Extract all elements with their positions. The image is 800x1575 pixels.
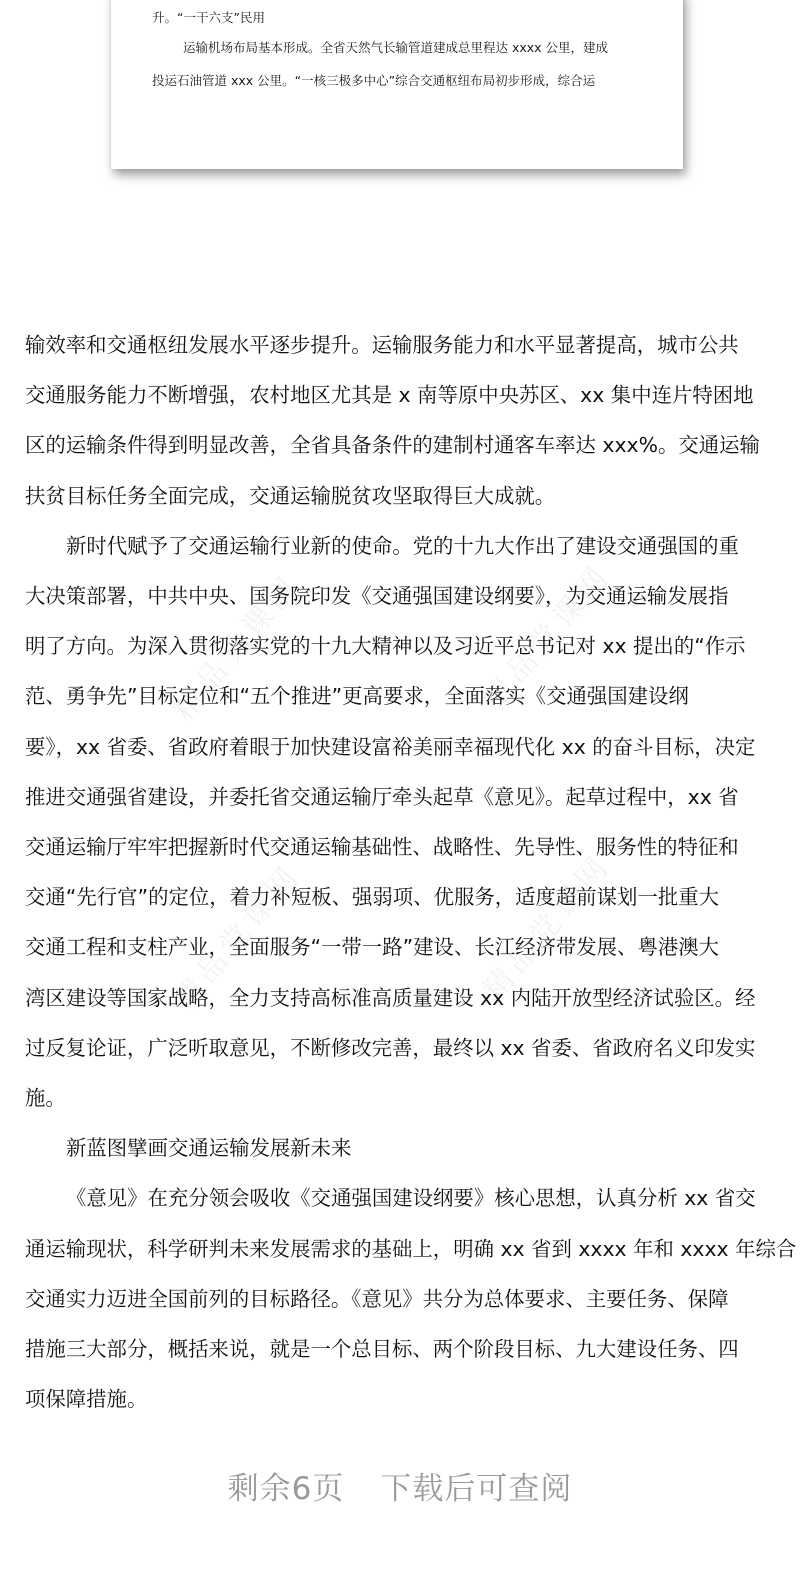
text-line: 明了方向。为深入贯彻落实党的十九大精神以及习近平总书记对 xx 提出的“作示 — [25, 634, 746, 659]
text-line: 施。 — [25, 1086, 66, 1111]
text-line: 湾区建设等国家战略，全力支持高标准高质量建设 xx 内陆开放型经济试验区。经 — [25, 985, 756, 1010]
text-line: 扶贫目标任务全面完成，交通运输脱贫攻坚取得巨大成就。 — [25, 483, 556, 508]
text-line: 交通运输厅牢牢把握新时代交通运输基础性、战略性、先导性、服务性的特征和 — [25, 835, 739, 860]
watermark: 精品党课网 — [476, 847, 619, 1008]
text-line: 交通“先行官”的定位，着力补短板、强弱项、优服务，适度超前谋划一批重大 — [25, 885, 720, 910]
text-line: 项保障措施。 — [25, 1387, 148, 1412]
section-heading: 新蓝图擘画交通运输发展新未来 — [66, 1136, 352, 1161]
watermark: 精品党课网 — [166, 857, 309, 1018]
text-line: 过反复论证，广泛听取意见，不断修改完善，最终以 xx 省委、省政府名义印发实 — [25, 1035, 756, 1060]
text-line: 大决策部署，中共中央、国务院印发《交通强国建设纲要》，为交通运输发展指 — [25, 584, 729, 609]
text-line: 输效率和交通枢纽发展水平逐步提升。运输服务能力和水平显著提高，城市公共 — [25, 333, 739, 357]
document-preview-card — [111, 0, 683, 169]
watermark: 精品党课网 — [166, 567, 309, 728]
text-line: 区的运输条件得到明显改善，全省具备条件的建制村通客车率达 xxx%。交通运输 — [25, 433, 760, 458]
text-line: 要》，xx 省委、省政府着眼于加快建设富裕美丽幸福现代化 xx 的奋斗目标，决定 — [25, 734, 756, 759]
document-body — [25, 320, 797, 1424]
text-line: 交通工程和支柱产业，全面服务“一带一路”建设、长江经济带发展、粤港澳大 — [25, 935, 720, 960]
text-line: 通运输现状，科学研判未来发展需求的基础上，明确 xx 省到 xxxx 年和 xxxx 年综合 — [25, 1236, 797, 1261]
text-line: 措施三大部分，概括来说，就是一个总目标、两个阶段目标、九大建设任务、四 — [25, 1337, 739, 1362]
text-line: 交通服务能力不断增强，农村地区尤其是 x 南等原中央苏区、xx 集中连片特困地 — [25, 383, 754, 408]
text-line: 《意见》在充分领会吸收《交通强国建设纲要》核心思想，认真分析 xx 省交 — [66, 1186, 756, 1211]
watermark: 精品党课网 — [476, 557, 619, 718]
text-line: 交通实力迈进全国前列的目标路径。《意见》共分为总体要求、主要任务、保障 — [25, 1286, 729, 1311]
text-line: 推进交通强省建设，并委托省交通运输厅牵头起草《意见》。起草过程中，xx 省 — [25, 784, 739, 809]
preview-line: 运输机场布局基本形成。全省天然气长输管道建成总里程达 xxxx 公里，建成 — [183, 40, 609, 55]
remaining-pages-label: 剩余6页 — [227, 1471, 345, 1507]
preview-line: 升。“一干六支”民用 — [152, 10, 265, 25]
download-hint-label: 下载后可查阅 — [380, 1471, 573, 1507]
preview-line: 投运石油管道 xxx 公里。“一核三极多中心”综合交通枢纽布局初步形成，综合运 — [152, 73, 596, 88]
text-line: 新时代赋予了交通运输行业新的使命。党的十九大作出了建设交通强国的重 — [66, 533, 739, 558]
text-line: 范、勇争先”目标定位和“五个推进”更高要求，全面落实《交通强国建设纲 — [25, 684, 689, 709]
download-more-link[interactable] — [0, 1463, 800, 1508]
